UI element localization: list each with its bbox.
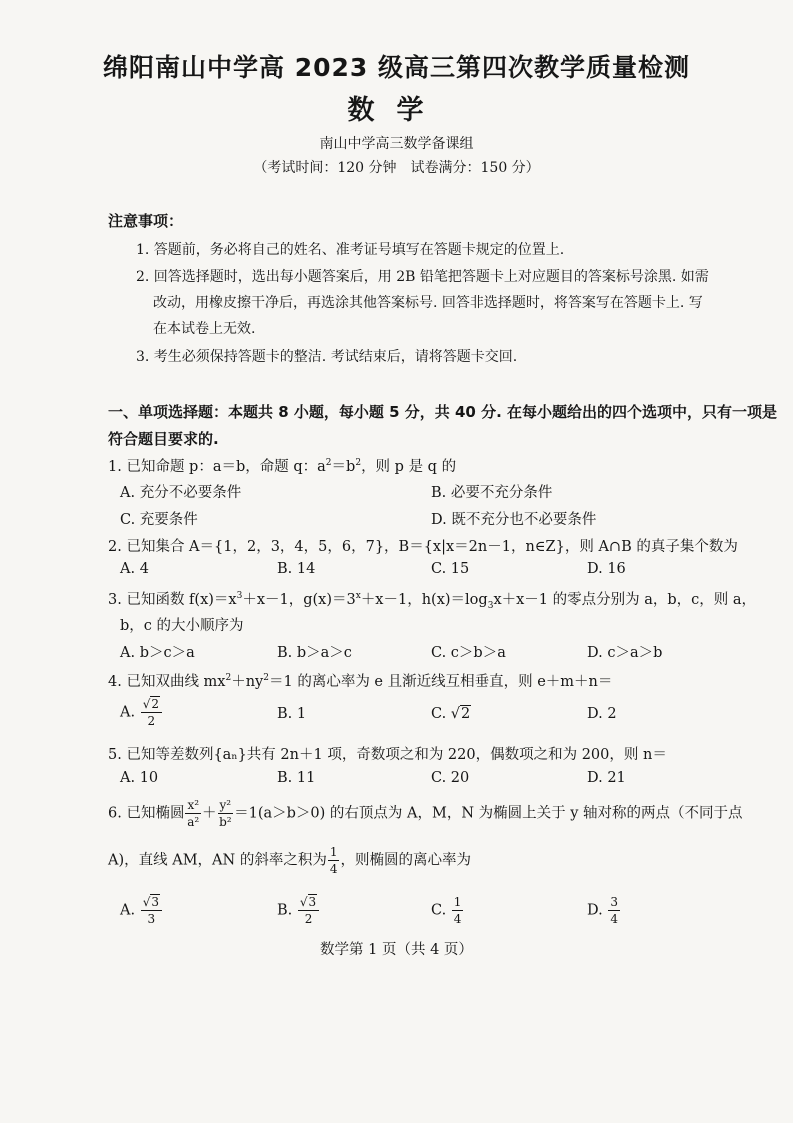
question-3: 3. 已知函数 $f(x)=x^3+x-1$，$g(x)=3^x+x-1$，$h(x)=\log_3x+x-1$ 的零点分别为 a，b，c，则 a， — [108, 591, 757, 611]
q3-option-a: A. b＞c＞a — [120, 645, 195, 661]
q3-option-c: C. c＞b＞a — [431, 645, 506, 661]
q4-option-a: A. $\frac{√2}{2}$ — [120, 698, 163, 727]
q6-option-c: C. $\frac{1}{4}$ — [431, 895, 462, 926]
notice-item-3: 3. 考生必须保持答题卡的整洁. 考试结束后，请将答题卡交回. — [136, 349, 518, 365]
section-heading-line2: 符合题目要求的. — [108, 430, 219, 448]
exam-info: （考试时间：120 分钟 试卷满分：150 分） — [253, 160, 540, 176]
q6-option-a: A. $\frac{√3}{3}$ — [120, 896, 163, 925]
q1-option-a: A. 充分不必要条件 — [120, 485, 242, 501]
q4-option-d: D. 2 — [587, 706, 617, 722]
question-1: 1. 已知命题 p：a＝b，命题 q：$a^2=b^2$，则 p 是 q 的 — [108, 458, 457, 475]
q1-option-c: C. 充要条件 — [120, 512, 198, 528]
notice-item-2: 2. 回答选择题时，选出每小题答案后，用 2B 铅笔把答题卡上对应题目的答案标号涂黑. 如需 — [136, 269, 709, 285]
q5-option-d: D. 21 — [587, 770, 626, 786]
q5-option-b: B. 11 — [277, 770, 316, 786]
q6-option-d: D. $\frac{3}{4}$ — [587, 895, 618, 926]
question-3-line2: b，c 的大小顺序为 — [120, 618, 244, 634]
section-heading-line1: 一、单项选择题：本题共 8 小题，每小题 5 分，共 40 分. 在每小题给出的四个选项中，只有一项是 — [108, 403, 778, 421]
q5-option-a: A. 10 — [120, 770, 159, 786]
question-6: 6. 已知椭圆 $\frac{\text{x²}}{\text{a²}}$ ＋ $\frac{\text{y²}}{\text{b²}}$ ＝1(a＞b＞0) 的右顶点为 A，M，N 为椭圆上关于 y 轴对称的两点（不同于点 — [108, 798, 743, 829]
question-5: 5. 已知等差数列{aₙ}共有 2n＋1 项，奇数项之和为 220，偶数项之和为 200，则 n＝ — [108, 747, 667, 763]
q2-option-b: B. 14 — [277, 561, 316, 577]
question-4: 4. 已知双曲线 $mx^2+ny^2=1$ 的离心率为 e 且渐近线互相垂直，则 e＋m＋n＝ — [108, 673, 613, 690]
notice-heading: 注意事项： — [108, 212, 184, 230]
q1-option-b: B. 必要不充分条件 — [431, 485, 553, 501]
q2-option-c: C. 15 — [431, 561, 470, 577]
q5-option-c: C. 20 — [431, 770, 470, 786]
subject-text: 数学 — [347, 95, 446, 126]
q2-option-a: A. 4 — [120, 561, 149, 577]
q1-option-d: D. 既不充分也不必要条件 — [431, 512, 597, 528]
q3-option-b: B. b＞a＞c — [277, 645, 352, 661]
question-6-line2: A)，直线 AM，AN 的斜率之积为 $\frac{1}{4}$ ，则椭圆的离心率为 — [108, 845, 471, 876]
q6-option-b: B. $\frac{√3}{2}$ — [277, 896, 320, 925]
question-2: 2. 已知集合 A＝{1，2，3，4，5，6，7}，B＝{x|x＝2n－1，n∈Z}，则 A∩B 的真子集个数为 — [108, 539, 738, 555]
exam-title: 绵阳南山中学高 2023 级高三第四次教学质量检测 — [103, 53, 690, 82]
notice-item-2-end: 在本试卷上无效. — [153, 321, 256, 337]
q2-option-d: D. 16 — [587, 561, 626, 577]
q4-option-c: C. √2 — [431, 706, 471, 722]
prep-group: 南山中学高三数学备课组 — [319, 136, 474, 152]
page-footer: 数学第 1 页（共 4 页） — [320, 942, 473, 958]
notice-item-2-cont: 改动，用橡皮擦干净后，再选涂其他答案标号. 回答非选择题时，将答案写在答题卡上. 写 — [153, 295, 703, 311]
subject-title — [0, 88, 793, 127]
notice-item-1: 1. 答题前，务必将自己的姓名、准考证号填写在答题卡规定的位置上. — [136, 242, 565, 258]
q3-option-d: D. c＞a＞b — [587, 645, 663, 661]
q4-option-b: B. 1 — [277, 706, 307, 722]
